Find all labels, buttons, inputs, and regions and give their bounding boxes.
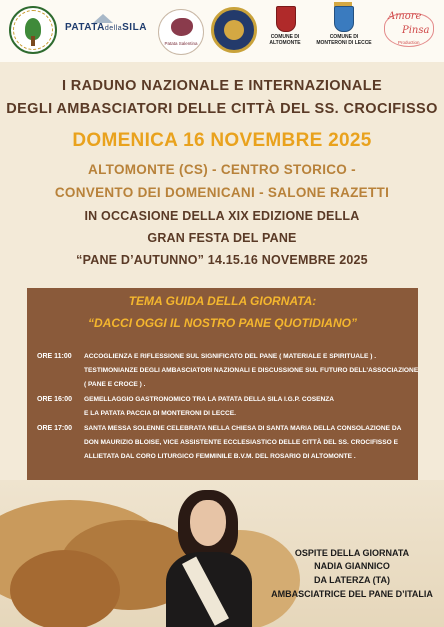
crest-logo	[211, 7, 257, 53]
pinsa-word: Pinsa	[402, 25, 430, 36]
program-box	[27, 288, 418, 480]
patata-salentina-logo	[158, 9, 204, 55]
tree-trunk	[31, 36, 35, 46]
event-line: ( PANE E CROCE ) .	[84, 381, 146, 388]
amore-pinsa-logo	[384, 11, 440, 51]
event-line: ALLIETATA DAL CORO LITURGICO FEMMINILE B.V.M. DEL ROSARIO DI ALTOMONTE .	[84, 453, 356, 460]
event-title-line-2: DEGLI AMBASCIATORI DELLE CITTÀ DEL SS. CROCIFISSO	[6, 101, 438, 117]
guest-label: OSPITE DELLA GIORNATA	[294, 548, 410, 558]
monteroni-shield-icon	[334, 6, 354, 32]
amore-word: Amore	[388, 11, 422, 22]
event-line: E LA PATATA PACCIA DI MONTERONI DI LECCE.	[84, 410, 237, 417]
portrait-face	[190, 500, 226, 546]
logo-strip	[0, 0, 444, 62]
guest-role: AMBASCIATRICE DEL PANE D’ITALIA	[271, 589, 433, 599]
location-line-2: CONVENTO DEI DOMENICANI - SALONE RAZETTI	[54, 185, 390, 200]
event-line: ACCOGLIENZA E RIFLESSIONE SUL SIGNIFICATO DEL PANE ( MATERIALE E SPIRITUALE ) .	[84, 353, 377, 360]
patata-salentina-caption: Patata Salentina	[164, 41, 198, 46]
location-line-1: ALTOMONTE (CS) - CENTRO STORICO -	[88, 162, 356, 177]
comune-monteroni-logo	[316, 4, 372, 58]
event-line: DON MAURIZIO BLOISE, VICE ASSISTENTE ECCLESIASTICO DELLE CITTÀ DEL SS. CROCIFISSO E	[84, 439, 398, 446]
guest-portrait	[166, 490, 252, 627]
guest-name: NADIA GIANNICO	[314, 561, 390, 571]
event-line: GEMELLAGGIO GASTRONOMICO TRA LA PATATA DELLA SILA I.G.P. COSENZA	[84, 396, 335, 403]
monteroni-caption: COMUNE DI MONTERONI DI LECCE	[316, 34, 372, 46]
bread-loaf	[10, 550, 120, 627]
theme-title: “DACCI OGGI IL NOSTRO PANE QUOTIDIANO”	[88, 316, 357, 330]
ambasciatori-logo	[9, 6, 57, 54]
guest-origin: DA LATERZA (TA)	[314, 575, 390, 585]
patata-sila: SILA	[122, 22, 147, 33]
event-title-line-1: I RADUNO NAZIONALE E INTERNAZIONALE	[61, 78, 383, 94]
event-date: DOMENICA 16 NOVEMBRE 2025	[72, 130, 372, 151]
production-word: Production	[398, 40, 420, 45]
event-time: ORE 16:00	[37, 396, 73, 403]
patata-della: della	[104, 25, 123, 32]
altomonte-shield-icon	[276, 6, 296, 32]
potato-icon	[171, 18, 193, 36]
event-line: TESTIMONIANZE DEGLI AMBASCIATORI NAZIONALI E DISCUSSIONE SUL FUTURO DELL’ASSOCIAZIONE	[84, 367, 419, 374]
event-time: ORE 17:00	[37, 425, 73, 432]
comune-altomonte-logo	[270, 6, 300, 58]
event-line: SANTA MESSA SOLENNE CELEBRATA NELLA CHIESA DI SANTA MARIA DELLA CONSOLAZIONE DA	[84, 425, 402, 432]
patata-della-sila-logo	[65, 22, 147, 33]
crest-emblem-icon	[224, 20, 244, 40]
altomonte-caption: COMUNE DI ALTOMONTE	[269, 34, 301, 46]
occasion-line-2: GRAN FESTA DEL PANE	[147, 231, 297, 245]
mountain-icon	[93, 14, 113, 23]
occasion-line-3: “PANE D’AUTUNNO” 14.15.16 NOVEMBRE 2025	[76, 253, 368, 267]
patata-prefix: PATATA	[65, 22, 105, 33]
event-time: ORE 11:00	[37, 353, 72, 360]
theme-label: TEMA GUIDA DELLA GIORNATA:	[128, 294, 317, 308]
occasion-line-1: IN OCCASIONE DELLA XIX EDIZIONE DELLA	[84, 209, 360, 223]
